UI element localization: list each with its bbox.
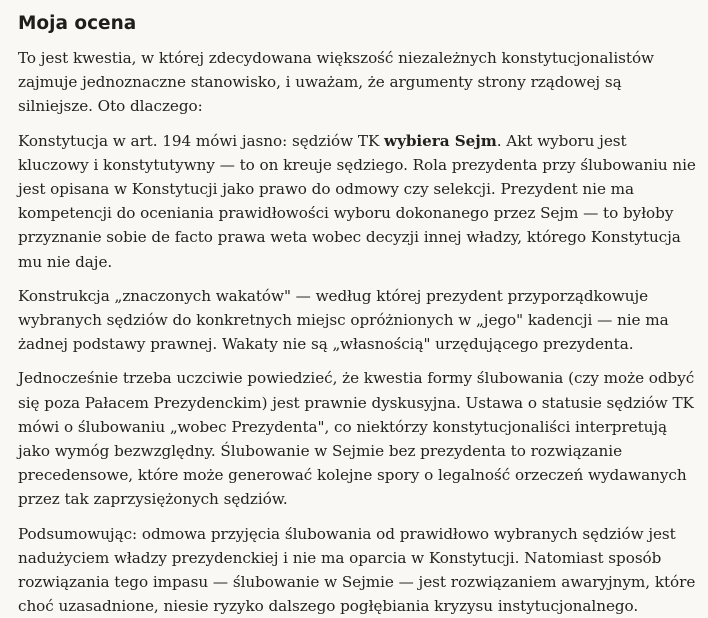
paragraph-constitution-text-start: Konstytucja w art. 194 mówi jasno: sędziów TK bbox=[18, 131, 385, 150]
paragraph-constitution-emphasis: wybiera Sejm bbox=[384, 131, 497, 150]
section-heading: Moja ocena bbox=[18, 13, 137, 34]
paragraph-oath-form: Jednocześnie trzeba uczciwie powiedzieć, że kwestia formy ślubowania (czy może odbyć się poza Pałacem Prezydenckim) jest prawnie dyskusyjna. Ustawa o statusie sędziów TK mówi o ślubowaniu „wobec Prezydenta", co niektórzy konstytucjonaliści interpretują jako wymóg bezwzględny. Ślubowanie w Sejmie bez prezydenta to rozwiązanie precedensowe, które może generować kolejne spory o legalność orzeczeń wydawanych przez tak zaprzysiężonych sędziów. bbox=[18, 369, 695, 509]
paragraph-constitution bbox=[18, 129, 698, 274]
paragraph-summary: Podsumowując: odmowa przyjęcia ślubowania od prawidłowo wybranych sędziów jest nadużyciem władzy prezydenckiej i nie ma oparcia w Konstytucji. Natomiast sposób rozwiązania tego impasu — ślubowanie w Sejmie — jest rozwiązaniem awaryjnym, które choć uzasadnione, niesie ryzyko dalszego pogłębiania kryzysu instytucjonalnego. bbox=[18, 524, 696, 616]
paragraph-constitution-text-end: . Akt wyboru jest kluczowy i konstytutywny — to on kreuje sędziego. Rola prezydenta przy ślubowaniu nie jest opisana w Konstytucji jako prawo do odmowy czy selekcji. Prezydent nie ma kompetencji do oceniania prawidłowości wyboru dokonanego przez Sejm — to byłoby przyznanie sobie de facto prawa weta wobec decyzji innej władzy, którego Konstytucja mu nie daje. bbox=[18, 131, 696, 271]
paragraph-intro: To jest kwestia, w której zdecydowana większość niezależnych konstytucjonalistów zajmuje jednoznaczne stanowisko, i uważam, że argumenty strony rządowej są silniejsze. Oto dlaczego: bbox=[18, 49, 655, 116]
paragraph-vacancies: Konstrukcja „znaczonych wakatów" — według której prezydent przyporządkowuje wybranych sędziów do konkretnych miejsc opróżnionych w „jego" kadencji — nie ma żadnej podstawy prawnej. Wakaty nie są „własnością" urzędującego prezydenta. bbox=[18, 286, 669, 354]
